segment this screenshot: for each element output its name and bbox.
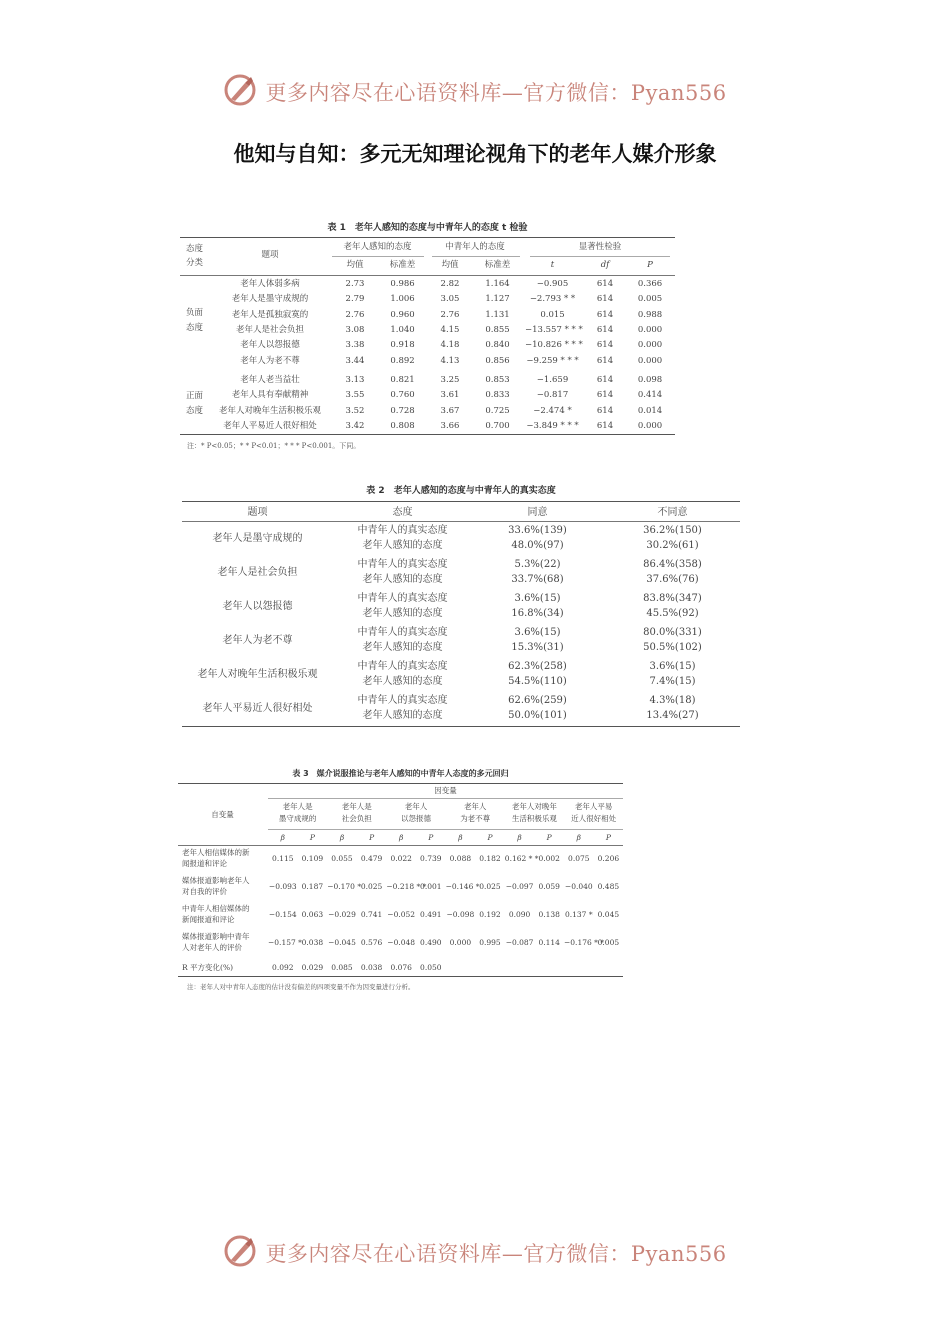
document-title: 他知与自知：多元无知理论视角下的老年人媒介形象 [233, 142, 717, 166]
row-value: 4.18 [440, 340, 460, 351]
header-sd-b: 标准差 [484, 260, 511, 270]
row-value: 0.005 [597, 938, 620, 947]
row-value: −0.176 * * [564, 938, 605, 947]
dep-col-label: 老年人 [404, 802, 428, 811]
row-value: 0.063 [301, 910, 324, 919]
rsq-value: 0.085 [331, 963, 353, 972]
row-value: 0.821 [390, 375, 415, 385]
row-item: 老年人为老不尊 [222, 635, 293, 646]
row-attitude-b: 老年人感知的态度 [362, 540, 443, 551]
row-value: 0.485 [597, 882, 620, 891]
row-value: −0.048 [387, 938, 416, 947]
row-value: 3.05 [440, 294, 460, 305]
row-value: 4.15 [440, 324, 460, 335]
table-1-note: 注：* P<0.05；* * P<0.01；* * * P<0.001。下同。 [187, 442, 361, 450]
row-value: −13.557 * * * [525, 324, 583, 335]
row-value: 1.164 [485, 279, 510, 289]
row-value: −0.817 [536, 390, 569, 401]
row-item: 老年人为老不尊 [240, 355, 300, 366]
row-value: 0.728 [390, 405, 415, 416]
row-item: 老年人是墨守成规的 [212, 533, 303, 544]
row-label: 老年人相信媒体的新 [182, 848, 250, 857]
row-value: 0.833 [485, 390, 510, 401]
row-value: 0.014 [637, 405, 663, 416]
row-value: 1.127 [485, 294, 510, 305]
row-item: 老年人体弱多病 [240, 279, 300, 289]
row-value: 0.000 [637, 355, 663, 366]
row-value: 0.741 [360, 910, 383, 919]
row-value: 0.366 [637, 279, 663, 289]
table-3-caption: 表 3 媒介说服推论与老年人感知的中青年人态度的多元回归 [292, 769, 509, 778]
row-attitude-a: 中青年人的真实态度 [357, 695, 448, 706]
row-item: 老年人具有奉献精神 [231, 390, 309, 401]
agree-b: 48.0%(97) [511, 540, 564, 551]
rsq-value: 0.038 [360, 963, 383, 972]
row-value: 4.13 [440, 355, 460, 366]
rsq-value: 0.050 [420, 963, 442, 972]
row-value: −0.052 [387, 910, 416, 919]
pen-logo-icon [223, 73, 257, 111]
header-group-c: 显著性检验 [578, 242, 622, 252]
disagree-a: 36.2%(150) [643, 525, 702, 536]
row-value: 614 [596, 375, 614, 385]
row-value: 0.739 [420, 854, 442, 863]
disagree-a: 86.4%(358) [643, 559, 702, 570]
footer-banner [0, 1233, 950, 1273]
agree-a: 33.6%(139) [508, 525, 567, 536]
row-value: 0.995 [479, 938, 501, 947]
row-value: 2.73 [345, 279, 365, 289]
row-item: 老年人以怨报德 [240, 340, 300, 351]
row-value: −0.905 [536, 279, 569, 289]
row-value: 0.005 [637, 294, 663, 305]
row-value: 614 [596, 390, 614, 401]
disagree-b: 37.6%(76) [646, 574, 699, 585]
row-value: 0.856 [485, 355, 510, 366]
t3-header-dep: 因变量 [434, 786, 457, 795]
row-value: 0.725 [485, 405, 510, 416]
agree-b: 54.5%(110) [508, 676, 567, 687]
agree-a: 5.3%(22) [514, 559, 561, 570]
row-value: −0.045 [328, 938, 356, 947]
header-t: t [550, 260, 555, 270]
row-value: 0.192 [479, 910, 501, 919]
row-value: 614 [596, 309, 614, 320]
dep-col-label: 以怨报德 [400, 814, 431, 823]
row-attitude-a: 中青年人的真实态度 [357, 661, 448, 672]
row-label: 媒体报道影响老年人 [182, 876, 250, 885]
row-value: 614 [596, 405, 614, 416]
row-value: −0.087 [505, 938, 534, 947]
p-label: P [309, 833, 315, 842]
row-value: 0.088 [449, 854, 472, 863]
agree-a: 3.6%(15) [514, 627, 561, 638]
row-value: 614 [596, 324, 614, 335]
t2-header-attitude: 态度 [392, 507, 413, 518]
row-value: 0.055 [331, 854, 353, 863]
dep-col-label: 墨守成规的 [278, 814, 317, 823]
row-value: 1.040 [390, 324, 415, 335]
row-value: 3.42 [345, 420, 365, 431]
header-item: 题项 [261, 250, 279, 260]
dep-col-label: 社会负担 [341, 814, 372, 823]
dep-col-label: 老年人是 [282, 802, 313, 811]
row-item: 老年人是社会负担 [235, 324, 304, 335]
disagree-a: 3.6%(15) [649, 661, 696, 672]
beta-label: β [517, 833, 522, 842]
rsq-value: 0.076 [390, 963, 412, 972]
header-mean-b: 均值 [441, 260, 459, 270]
row-value: 3.38 [345, 340, 365, 351]
row-value: 3.61 [440, 390, 460, 401]
row-value: 0.206 [597, 854, 620, 863]
row-value: 3.13 [345, 375, 365, 385]
row-value: −1.659 [536, 375, 569, 385]
row-value: 0.002 [538, 854, 560, 863]
dep-col-label: 老年人对晚年 [511, 802, 557, 811]
rsq-value: 0.092 [272, 963, 294, 972]
dep-col-label: 生活积极乐观 [511, 814, 557, 823]
row-value: 0.491 [420, 910, 442, 919]
row-value: −0.154 [268, 910, 297, 919]
row-value: 0.138 [538, 910, 560, 919]
row-value: 0.808 [390, 420, 415, 431]
disagree-a: 80.0%(331) [643, 627, 702, 638]
row-value: 0.490 [420, 938, 442, 947]
disagree-b: 50.5%(102) [643, 642, 702, 653]
row-value: −2.793 * * [529, 294, 576, 305]
table-2-caption: 表 2 老年人感知的态度与中青年人的真实态度 [366, 486, 556, 496]
p-label: P [428, 833, 434, 842]
row-label: 中青年人相信媒体的 [182, 904, 250, 913]
beta-label: β [576, 833, 581, 842]
row-label: 闻报道和评论 [182, 859, 227, 868]
p-label: P [487, 833, 493, 842]
row-value: 0.090 [508, 910, 531, 919]
row-item: 老年人对晚年生活积极乐观 [197, 669, 318, 680]
row-item: 老年人是社会负担 [217, 567, 298, 578]
row-value: −0.029 [328, 910, 356, 919]
row-value: 2.79 [345, 294, 365, 305]
row-value: 0.025 [360, 882, 383, 891]
row-value: 614 [596, 355, 614, 366]
header-category: 态度分类 [186, 244, 204, 268]
row-value: 0.001 [420, 882, 442, 891]
row-item: 老年人老当益壮 [240, 375, 300, 385]
row-value: 3.55 [345, 390, 365, 401]
header-p: P [647, 260, 653, 270]
row-value: −3.849 * * * [526, 420, 579, 431]
row-value: −0.097 [505, 882, 534, 891]
row-attitude-b: 老年人感知的态度 [362, 710, 443, 721]
row-value: 3.66 [440, 420, 460, 431]
disagree-a: 83.8%(347) [643, 593, 702, 604]
row-value: 0.414 [637, 390, 663, 401]
row-value: −0.170 * [327, 882, 362, 891]
row-value: 0.960 [390, 309, 415, 320]
row-value: 0.986 [390, 279, 415, 289]
banner-text: 更多内容尽在心语资料库—官方微信：Pyan556 [265, 81, 727, 105]
row-value: 0.075 [568, 854, 590, 863]
row-attitude-a: 中青年人的真实态度 [357, 525, 448, 536]
row-attitude-b: 老年人感知的态度 [362, 608, 443, 619]
row-value: 0.892 [390, 355, 415, 366]
row-value: 614 [596, 294, 614, 305]
dep-col-label: 近人很好相处 [571, 814, 617, 823]
row-attitude-a: 中青年人的真实态度 [357, 559, 448, 570]
row-value: 0.760 [390, 390, 415, 401]
row-value: 0.700 [485, 420, 510, 431]
row-value: 0.109 [301, 854, 324, 863]
row-value: −0.157 * [268, 938, 302, 947]
row-value: 1.131 [485, 309, 510, 320]
row-item: 老年人平易近人很好相处 [223, 420, 317, 431]
disagree-b: 13.4%(27) [646, 710, 699, 721]
p-label: P [546, 833, 552, 842]
dep-col-label: 老年人 [463, 802, 487, 811]
row-value: 0.187 [301, 882, 324, 891]
row-value: 0.988 [637, 309, 663, 320]
row-value: 0.115 [272, 854, 294, 863]
row-item: 老年人是墨守成规的 [231, 294, 309, 305]
agree-b: 16.8%(34) [511, 608, 564, 619]
row-value: 3.25 [440, 375, 460, 385]
rsq-value: 0.029 [301, 963, 324, 972]
row-attitude-a: 中青年人的真实态度 [357, 627, 448, 638]
row-value: 0.182 [479, 854, 501, 863]
beta-label: β [399, 833, 404, 842]
row-value: −0.098 [446, 910, 475, 919]
row-value: −0.146 * [445, 882, 480, 891]
row-value: 3.44 [345, 355, 365, 366]
header-group-a: 老年人感知的态度 [343, 242, 412, 252]
row-value: 0.162 * * [504, 854, 539, 863]
row-value: 0.015 [540, 309, 565, 320]
row-value: 614 [596, 279, 614, 289]
dep-col-label: 老年人是 [341, 802, 372, 811]
row-value: −2.474 * [533, 405, 572, 416]
row-label: 新闻报道和评论 [182, 915, 235, 924]
row-value: 0.000 [637, 420, 663, 431]
row-value: 614 [596, 340, 614, 351]
beta-label: β [339, 833, 345, 842]
disagree-b: 30.2%(61) [646, 540, 699, 551]
row-value: 0.000 [637, 340, 663, 351]
t3-header-indep: 自变量 [211, 810, 234, 819]
pen-logo-icon [223, 1234, 257, 1272]
dep-col-label: 老年人平易 [574, 802, 613, 811]
row-attitude-b: 老年人感知的态度 [362, 574, 443, 585]
agree-b: 33.7%(68) [511, 574, 564, 585]
row-item: 老年人平易近人很好相处 [202, 703, 313, 714]
banner-text: 更多内容尽在心语资料库—官方微信：Pyan556 [265, 1242, 727, 1266]
row-value: 0.114 [538, 938, 560, 947]
beta-label: β [280, 833, 285, 842]
row-value: 0.918 [390, 340, 415, 351]
t2-header-disagree: 不同意 [657, 507, 688, 518]
p-label: P [369, 833, 375, 842]
row-value: 3.52 [345, 405, 365, 416]
agree-a: 62.6%(259) [508, 695, 567, 706]
row-value: 0.038 [301, 938, 324, 947]
header-mean-a: 均值 [346, 260, 364, 270]
row-attitude-b: 老年人感知的态度 [362, 642, 443, 653]
row-value: 2.82 [440, 279, 460, 289]
row-value: 0.045 [597, 910, 620, 919]
row-label: 对自我的评价 [182, 887, 227, 896]
disagree-b: 7.4%(15) [649, 676, 696, 687]
rsq-label: R 平方变化(%) [182, 963, 234, 972]
row-value: 3.67 [440, 405, 460, 416]
row-item: 老年人以怨报德 [222, 601, 293, 612]
row-attitude-b: 老年人感知的态度 [362, 676, 443, 687]
table-3-note: 注：老年人对中青年人态度的估计没有偏差的四项变量不作为因变量进行分析。 [187, 983, 415, 991]
header-group-b: 中青年人的态度 [445, 242, 505, 252]
row-item: 老年人是孤独寂寞的 [231, 309, 309, 320]
disagree-a: 4.3%(18) [649, 695, 696, 706]
row-value: 0.853 [485, 375, 510, 385]
row-label: 媒体报道影响中青年 [182, 932, 250, 941]
header-sd-a: 标准差 [389, 260, 416, 270]
row-value: 2.76 [345, 309, 365, 320]
row-value: 0.098 [637, 375, 663, 385]
row-value: 0.479 [360, 854, 383, 863]
beta-label: β [458, 833, 463, 842]
agree-a: 3.6%(15) [514, 593, 561, 604]
row-value: 0.137 * [564, 910, 593, 919]
row-value: 614 [596, 420, 614, 431]
row-value: −0.093 [268, 882, 297, 891]
row-value: −9.259 * * * [526, 355, 579, 366]
row-value: 0.855 [485, 324, 510, 335]
row-attitude-a: 中青年人的真实态度 [357, 593, 448, 604]
row-value: 3.08 [345, 324, 365, 335]
header-banner [0, 72, 950, 112]
row-value: 0.000 [449, 938, 472, 947]
table-1-caption: 表 1 老年人感知的态度与中青年人的态度 t 检验 [327, 223, 528, 233]
agree-b: 15.3%(31) [511, 642, 564, 653]
row-label: 人对老年人的评价 [182, 943, 242, 952]
category-negative: 负面态度 [186, 308, 204, 333]
row-value: −10.826 * * * [525, 340, 583, 351]
row-value: 0.059 [538, 882, 560, 891]
agree-a: 62.3%(258) [508, 661, 567, 672]
t2-header-agree: 同意 [527, 507, 548, 518]
category-positive: 正面态度 [186, 391, 204, 416]
p-label: P [605, 833, 611, 842]
row-value: −0.218 * * [386, 882, 427, 891]
disagree-b: 45.5%(92) [646, 608, 699, 619]
row-value: 0.022 [390, 854, 412, 863]
row-value: 0.840 [485, 340, 510, 351]
row-value: 2.76 [440, 309, 460, 320]
row-value: 0.025 [479, 882, 501, 891]
t2-header-item: 题项 [247, 507, 268, 518]
dep-col-label: 为老不尊 [460, 814, 491, 823]
row-value: 0.000 [637, 324, 663, 335]
row-value: 0.576 [360, 938, 383, 947]
row-value: 1.006 [390, 294, 415, 305]
agree-b: 50.0%(101) [508, 710, 567, 721]
row-item: 老年人对晚年生活积极乐观 [218, 405, 321, 416]
row-value: −0.040 [564, 882, 593, 891]
header-df: df [600, 260, 610, 270]
